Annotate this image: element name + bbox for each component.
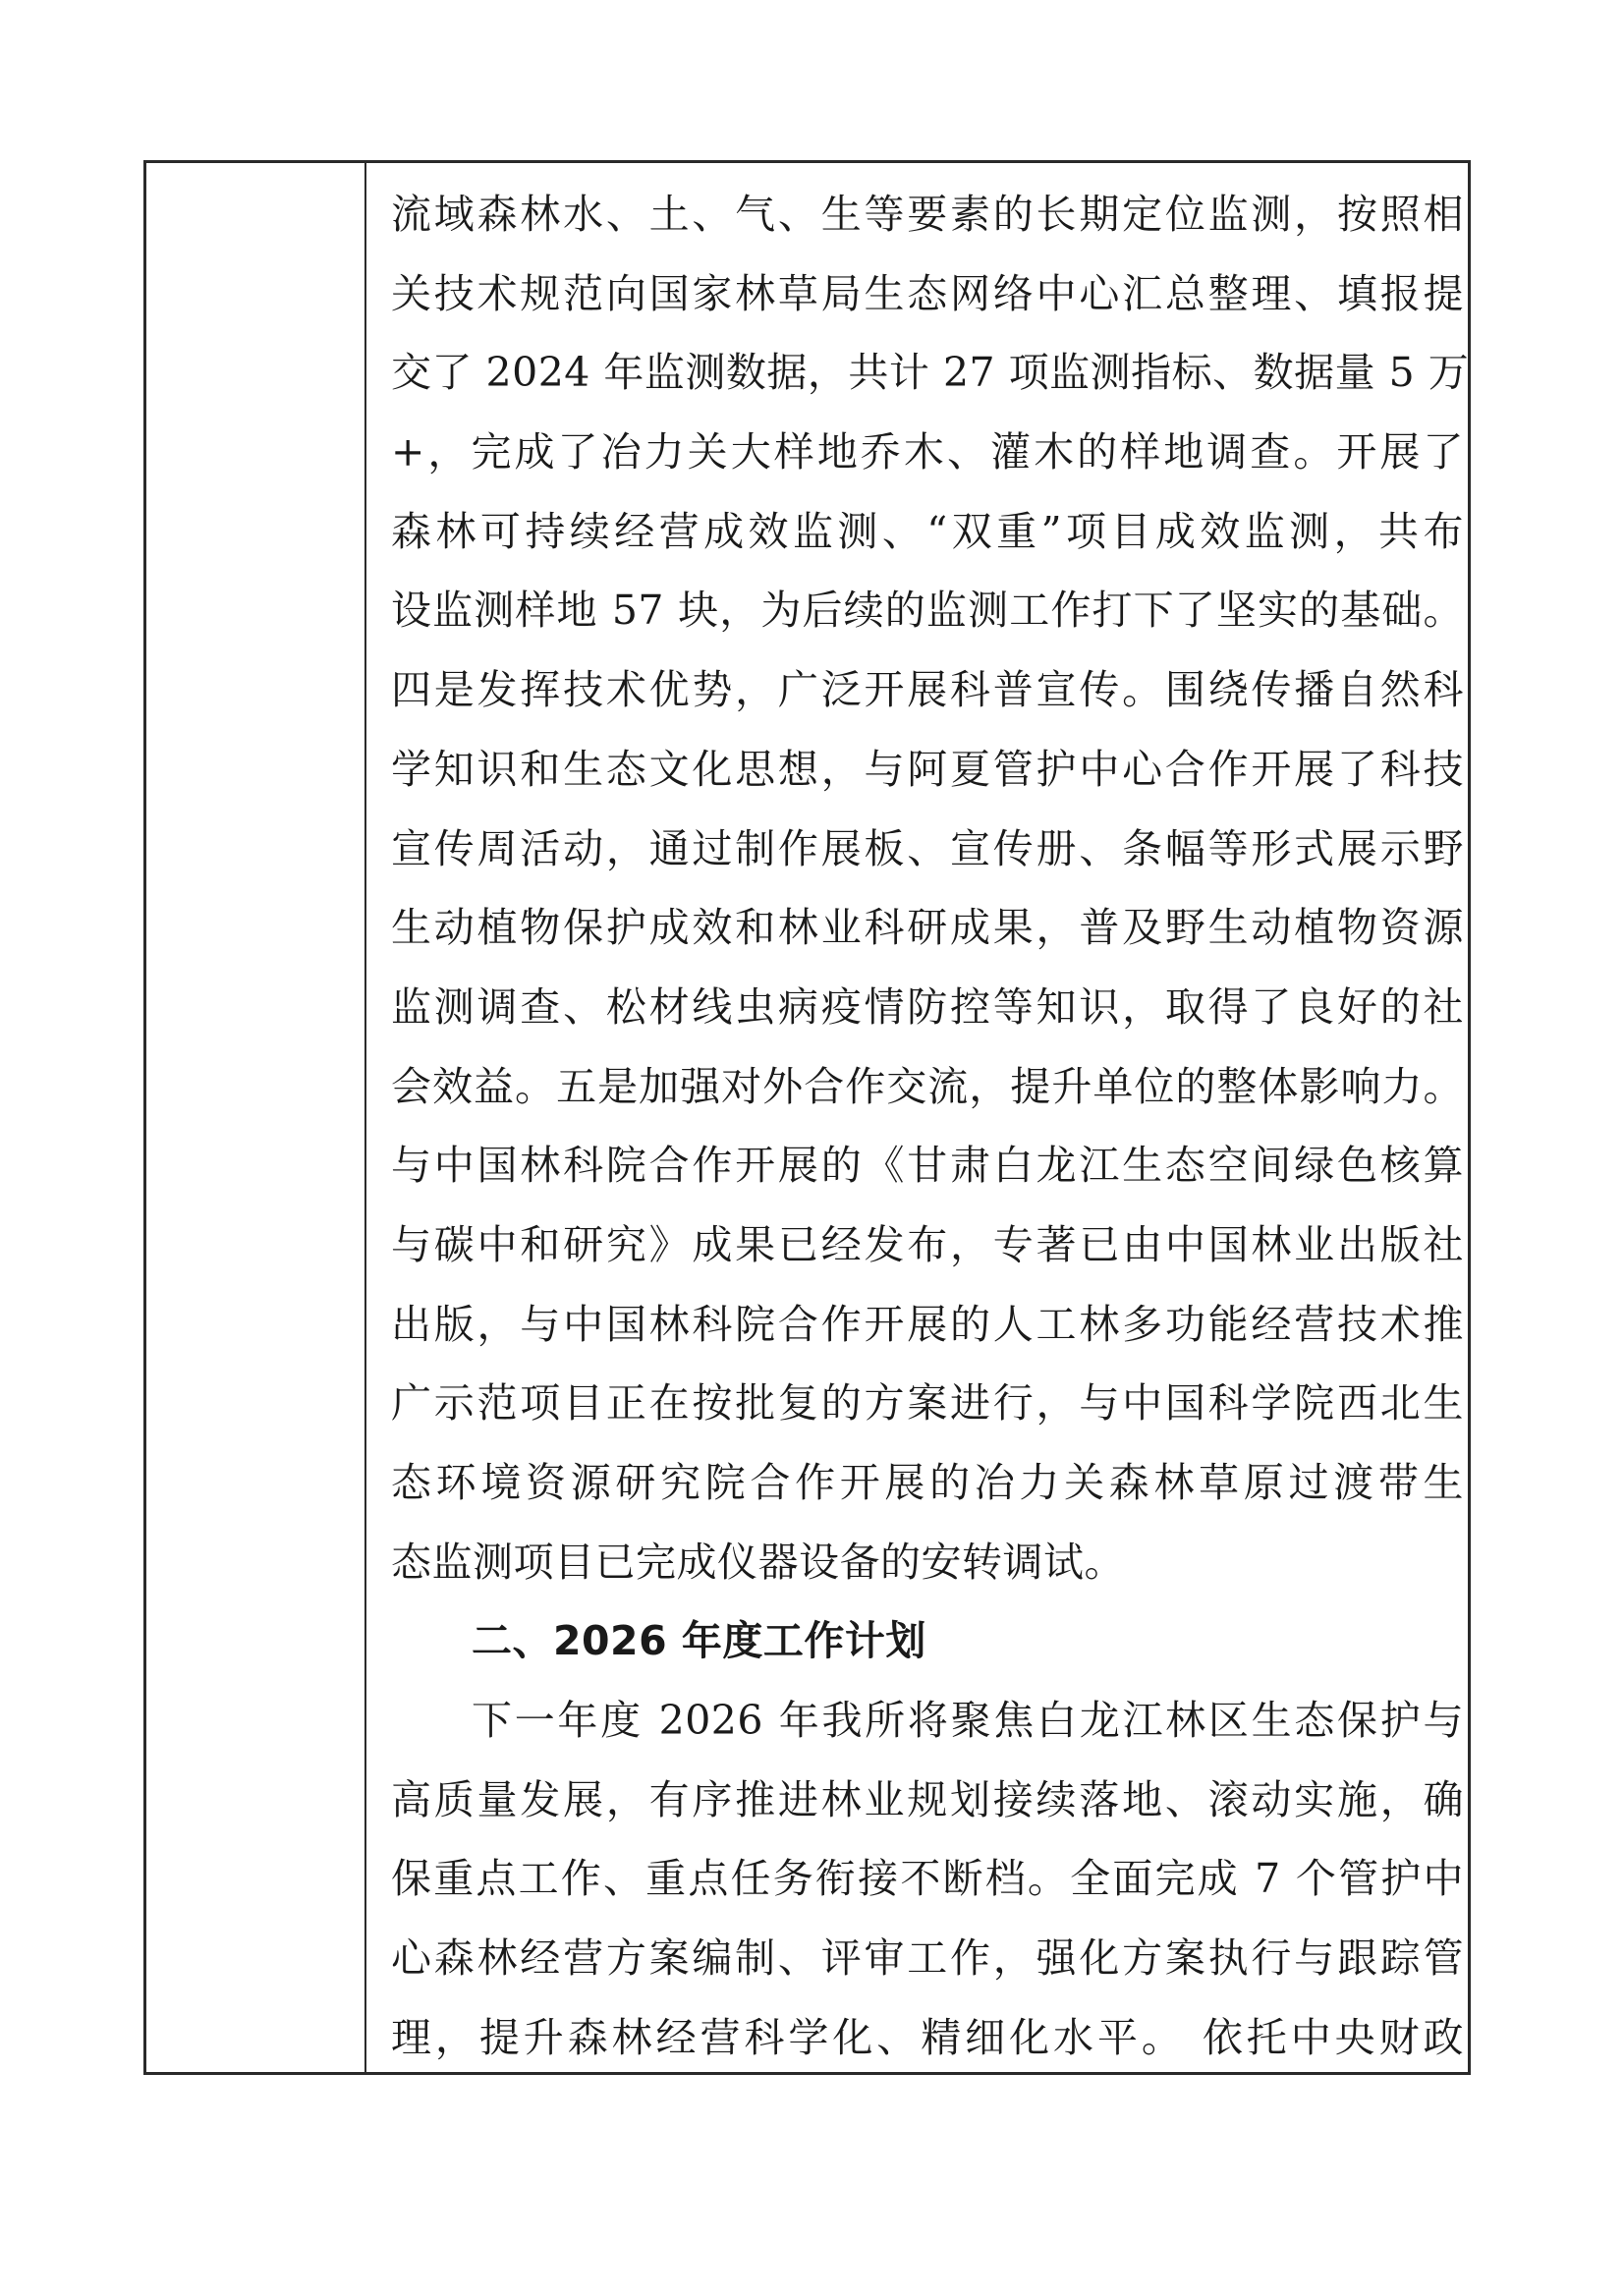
body-line: +，完成了冶力关大样地乔木、灌木的样地调查。开展了 — [391, 428, 1464, 476]
plan-line: 下一年度 2026 年我所将聚焦白龙江林区生态保护与 — [472, 1697, 1464, 1745]
table-content-cell — [391, 175, 1470, 2078]
section-heading: 二、2026 年度工作计划 — [472, 1617, 926, 1665]
plan-line: 心森林经营方案编制、评审工作，强化方案执行与跟踪管 — [391, 1934, 1464, 1983]
table-label-column — [146, 163, 366, 2072]
body-line: 宣传周活动，通过制作展板、宣传册、条幅等形式展示野 — [391, 824, 1464, 872]
plan-line: 理，提升森林经营科学化、精细化水平。 依托中央财政 — [391, 2013, 1464, 2061]
body-line: 与碳中和研究》成果已经发布，专著已由中国林业出版社 — [391, 1220, 1464, 1268]
body-line: 监测调查、松材线虫病疫情防控等知识，取得了良好的社 — [391, 982, 1464, 1031]
body-line: 态环境资源研究院合作开展的冶力关森林草原过渡带生 — [391, 1459, 1464, 1506]
body-line: 态监测项目已完成仪器设备的安转调试。 — [391, 1538, 1125, 1586]
body-line: 与中国林科院合作开展的《甘肃白龙江生态空间绿色核算 — [391, 1142, 1464, 1190]
plan-line: 保重点工作、重点任务衔接不断档。全面完成 7 个管护中 — [391, 1855, 1464, 1903]
report-table — [143, 160, 1471, 2075]
body-line: 广示范项目正在按批复的方案进行，与中国科学院西北生 — [391, 1379, 1464, 1428]
body-line: 出版，与中国林科院合作开展的人工林多功能经营技术推 — [391, 1300, 1464, 1348]
body-line: 学知识和生态文化思想，与阿夏管护中心合作开展了科技 — [391, 745, 1464, 793]
body-line: 生动植物保护成效和林业科研成果，普及野生动植物资源 — [391, 904, 1464, 952]
body-line: 关技术规范向国家林草局生态网络中心汇总整理、填报提 — [391, 269, 1464, 317]
plan-line: 高质量发展，有序推进林业规划接续落地、滚动实施，确 — [391, 1775, 1464, 1823]
body-line: 设监测样地 57 块，为后续的监测工作打下了坚实的基础。 — [391, 587, 1464, 635]
body-line: 流域森林水、土、气、生等要素的长期定位监测，按照相 — [391, 191, 1464, 238]
body-line: 四是发挥技术优势，广泛开展科普宣传。围绕传播自然科 — [391, 666, 1464, 714]
body-line: 交了 2024 年监测数据，共计 27 项监测指标、数据量 5 万 — [391, 349, 1470, 397]
body-line: 会效益。五是加强对外合作交流，提升单位的整体影响力。 — [391, 1062, 1464, 1110]
body-line: 森林可持续经营成效监测、“双重”项目成效监测，共布 — [391, 507, 1464, 555]
